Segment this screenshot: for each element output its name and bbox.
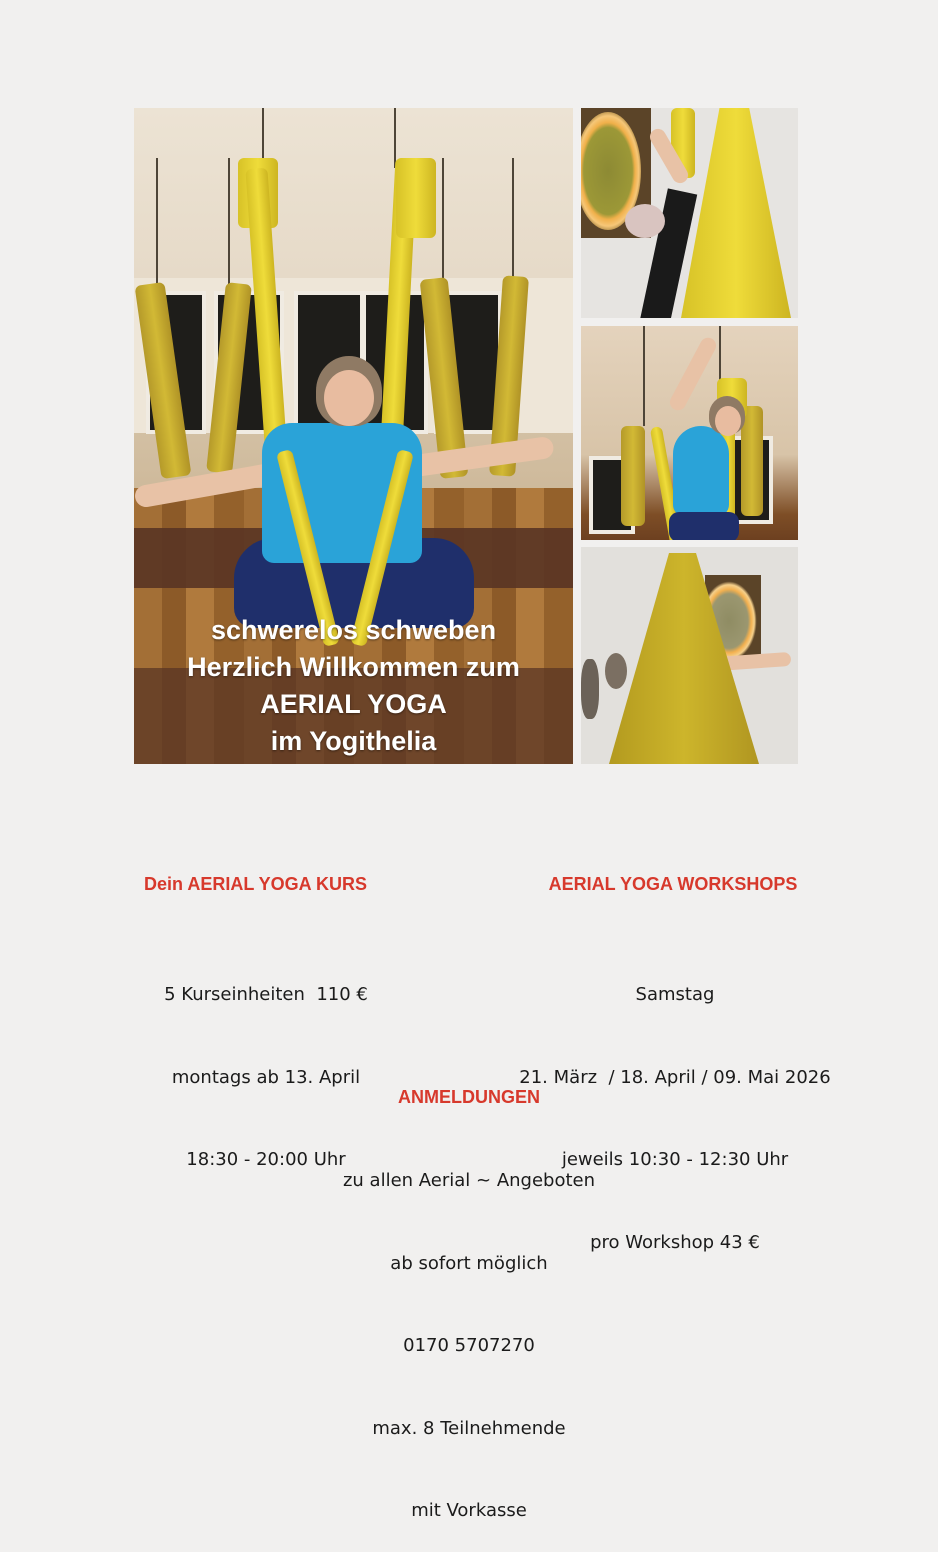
aerial-yoga-photo-top-right <box>581 108 798 318</box>
photo-chain <box>394 108 396 168</box>
photo-person-arm <box>667 335 719 413</box>
main-aerial-yoga-photo <box>134 108 573 764</box>
photo-silk-hammock <box>681 108 791 318</box>
aerial-yoga-photo-bottom-right <box>581 547 798 764</box>
photo-person-arm <box>403 436 555 479</box>
course-start-date: montags ab 13. April <box>171 1066 361 1088</box>
photo-person-face <box>715 406 741 436</box>
registration-phone[interactable]: 0170 5707270 <box>403 1335 535 1356</box>
course-heading: Dein AERIAL YOGA KURS <box>143 874 368 894</box>
workshops-time: jeweils 10:30 - 12:30 Uhr <box>561 1149 789 1170</box>
photo-chain <box>643 326 645 426</box>
registration-payment: mit Vorkasse <box>411 1500 527 1521</box>
photo-gong <box>605 653 627 689</box>
photo-person-face <box>324 370 374 426</box>
aerial-yoga-photo-middle-right <box>581 326 798 540</box>
photo-person-legs <box>669 512 739 540</box>
photo-chain <box>228 158 230 288</box>
workshops-price: pro Workshop 43 € <box>590 1231 760 1253</box>
photo-chain <box>156 158 158 288</box>
photo-chain <box>512 158 514 288</box>
photo-silk-hammock <box>621 426 645 526</box>
registration-availability: ab sofort möglich <box>390 1252 548 1274</box>
photo-silk-hammock <box>396 158 436 238</box>
workshops-dates: 21. März / 18. April / 09. Mai 2026 <box>519 1066 831 1088</box>
registration-max-participants: max. 8 Teilnehmende <box>372 1417 566 1439</box>
photo-person-head <box>625 204 665 238</box>
registration-heading: ANMELDUNGEN <box>398 1087 540 1107</box>
course-units-price: 5 Kurseinheiten 110 € <box>164 984 368 1005</box>
workshops-heading: AERIAL YOGA WORKSHOPS <box>548 874 798 894</box>
overlay-tagline: schwerelos schweben <box>210 615 497 645</box>
registration-scope: zu allen Aerial ~ Angeboten <box>342 1170 596 1191</box>
photo-gong <box>581 659 599 719</box>
workshops-day: Samstag <box>635 984 715 1005</box>
overlay-title: AERIAL YOGA <box>260 689 447 719</box>
photo-chain <box>442 158 444 288</box>
course-time: 18:30 - 20:00 Uhr <box>186 1149 346 1170</box>
overlay-studio: im Yogithelia <box>270 726 437 756</box>
registration-details <box>294 1112 644 1552</box>
overlay-welcome: Herzlich Willkommen zum <box>187 652 520 682</box>
photo-ceiling <box>134 108 573 278</box>
photo-person-shirt <box>673 426 729 516</box>
